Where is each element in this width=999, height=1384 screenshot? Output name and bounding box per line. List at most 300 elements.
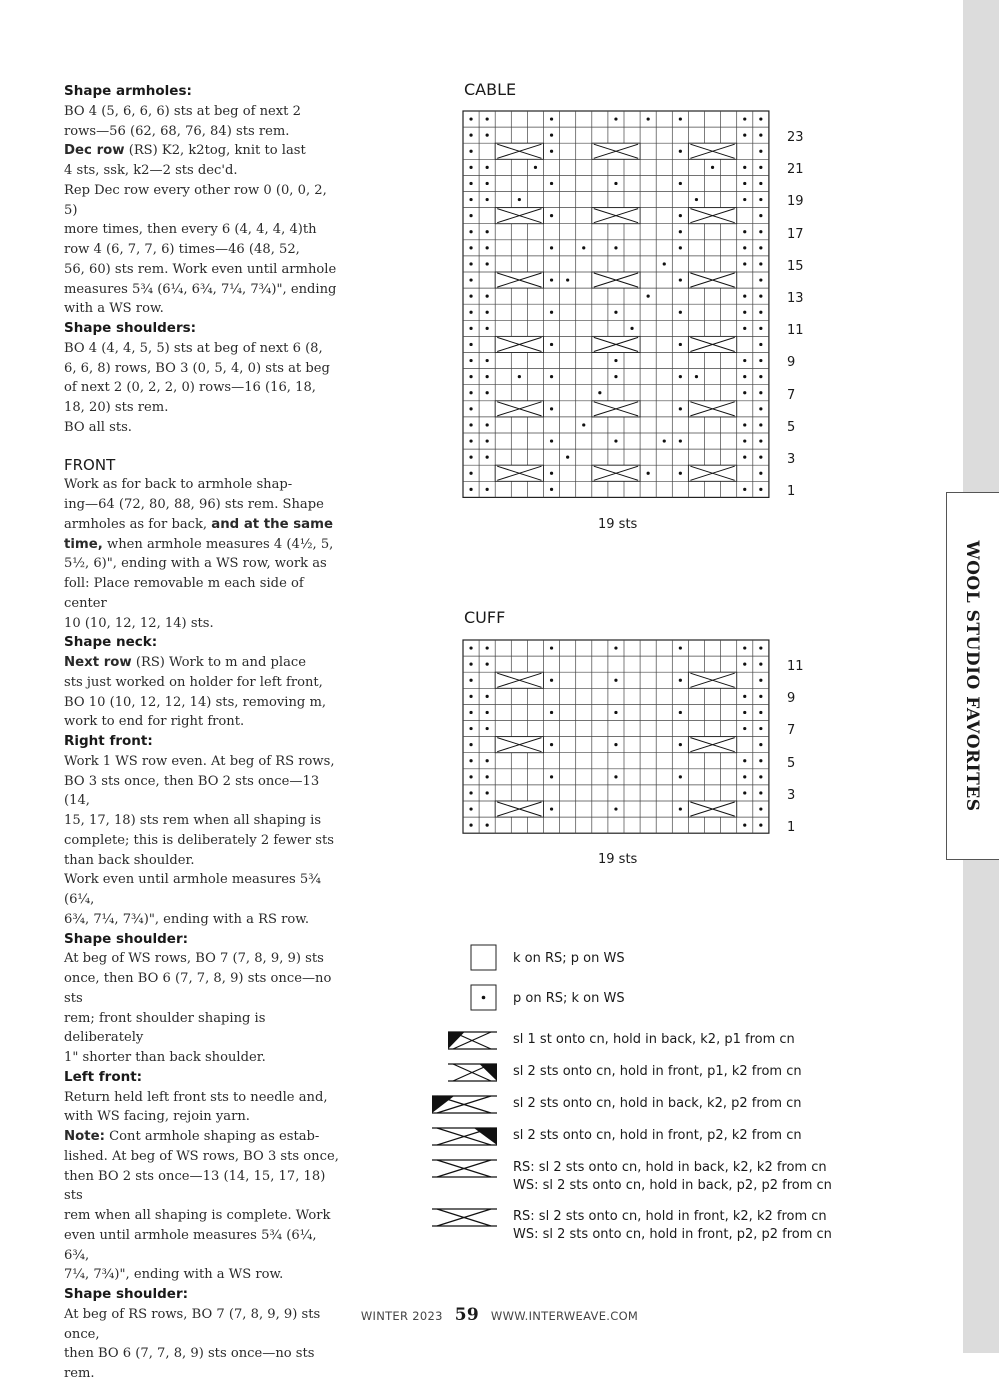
- purl-dot: [679, 214, 682, 217]
- purl-dot: [743, 727, 746, 730]
- purl-dot: [759, 311, 762, 314]
- purl-dot: [759, 727, 762, 730]
- purl-dot: [679, 679, 682, 682]
- purl-dot: [759, 150, 762, 153]
- instruction-line: [64, 535, 339, 555]
- instruction-line: with a WS row.: [64, 301, 164, 317]
- instruction-line: 18, 20) sts rem.: [64, 400, 169, 415]
- purl-dot: [743, 375, 746, 378]
- key-description: WS: sl 2 sts onto cn, hold in front, p2, p2 from cn: [513, 1227, 832, 1242]
- row-number: 7: [787, 387, 796, 403]
- purl-dot: [486, 695, 489, 698]
- purl-dot: [614, 679, 617, 682]
- purl-dot: [469, 230, 472, 233]
- purl-dot: [486, 375, 489, 378]
- purl-dot: [469, 198, 472, 201]
- instruction-line: more times, then every 6 (4, 4, 4, 4)th: [64, 222, 317, 238]
- purl-dot: [469, 182, 472, 185]
- purl-dot: [550, 646, 553, 649]
- purl-dot: [759, 375, 762, 378]
- purl-dot: [679, 472, 682, 475]
- purl-dot: [469, 391, 472, 394]
- purl-dot: [550, 117, 553, 120]
- purl-dot: [759, 775, 762, 778]
- instruction-line: Return held left front sts to needle and,: [64, 1089, 328, 1105]
- purl-dot: [469, 759, 472, 762]
- purl-dot: [614, 711, 617, 714]
- purl-dot: [743, 182, 746, 185]
- purl-dot: [550, 214, 553, 217]
- purl-dot: [759, 134, 762, 137]
- purl-dot: [759, 423, 762, 426]
- purl-dot: [743, 423, 746, 426]
- purl-dot: [743, 663, 746, 666]
- key-description: RS: sl 2 sts onto cn, hold in back, k2, k2 from cn: [513, 1160, 827, 1175]
- purl-dot: [469, 775, 472, 778]
- instruction-line: ing—64 (72, 80, 88, 96) sts rem. Shape: [64, 497, 324, 512]
- inline-term: Note:: [64, 1129, 105, 1144]
- section-heading: FRONT: [64, 455, 116, 474]
- purl-dot: [486, 439, 489, 442]
- footer-website: WWW.INTERWEAVE.COM: [490, 1309, 639, 1323]
- instruction-line: sts just worked on holder for left front,: [64, 674, 323, 690]
- purl-dot: [469, 646, 472, 649]
- row-number: 21: [787, 162, 804, 178]
- purl-dot: [743, 230, 746, 233]
- instruction-line: rows—56 (62, 68, 76, 84) sts rem.: [64, 123, 290, 139]
- section-subheading: Shape shoulder:: [64, 930, 188, 947]
- purl-dot: [695, 198, 698, 201]
- instruction-line: 4 sts, ssk, k2—2 sts dec'd.: [64, 163, 238, 178]
- instruction-line: At beg of RS rows, BO 7 (7, 8, 9, 9) sts once,: [64, 1306, 321, 1342]
- instruction-line: complete; this is deliberately 2 fewer sts: [64, 832, 334, 848]
- key-description: RS: sl 2 sts onto cn, hold in front, k2, k2 from cn: [513, 1209, 827, 1224]
- purl-dot: [582, 246, 585, 249]
- purl-dot: [759, 327, 762, 330]
- instruction-line: [64, 141, 339, 161]
- row-number: 9: [787, 691, 796, 707]
- purl-dot: [679, 278, 682, 281]
- purl-dot: [469, 456, 472, 459]
- instruction-line: even until armhole measures 5¾ (6¼, 6¾,: [64, 1227, 317, 1263]
- section-subheading: Right front:: [64, 733, 153, 749]
- instruction-line: 56, 60) sts rem. Work even until armhole: [64, 261, 337, 277]
- purl-dot: [486, 134, 489, 137]
- purl-dot: [679, 230, 682, 233]
- instruction-line: [64, 653, 339, 673]
- key-fill: [480, 1064, 498, 1081]
- purl-dot: [486, 198, 489, 201]
- purl-dot: [743, 791, 746, 794]
- purl-dot: [743, 359, 746, 362]
- row-number: 11: [787, 659, 804, 674]
- purl-dot: [550, 472, 553, 475]
- purl-dot: [582, 423, 585, 426]
- purl-dot: [486, 727, 489, 730]
- row-number: 1: [787, 484, 796, 500]
- purl-dot: [550, 743, 553, 746]
- instruction-line: lished. At beg of WS rows, BO 3 sts once,: [64, 1148, 339, 1164]
- cable-2-1-back-icon: [447, 1031, 499, 1051]
- purl-dot: [469, 117, 472, 120]
- row-number: 23: [787, 130, 804, 145]
- instruction-text: when armhole measures 4 (4½, 5,: [102, 536, 334, 552]
- cable-width-label: 19 sts: [598, 517, 638, 532]
- instruction-line: Work even until armhole measures 5¾ (6¼,: [64, 872, 321, 907]
- purl-dot: [550, 439, 553, 442]
- purl-dot: [469, 472, 472, 475]
- purl-dot: [759, 295, 762, 298]
- purl-dot: [759, 278, 762, 281]
- instruction-line: 6, 6, 8) rows, BO 3 (0, 5, 4, 0) sts at beg: [64, 360, 330, 376]
- cuff-chart-title: CUFF: [464, 608, 506, 627]
- key-fill: [474, 1128, 497, 1145]
- purl-dot: [486, 663, 489, 666]
- purl-dot: [647, 117, 650, 120]
- purl-dot: [743, 134, 746, 137]
- row-number: 5: [787, 755, 796, 771]
- purl-dot: [566, 278, 569, 281]
- instruction-line: 7¼, 7¾)", ending with a WS row.: [64, 1267, 284, 1283]
- instruction-line: BO 4 (4, 4, 5, 5) sts at beg of next 6 (8,: [64, 340, 323, 356]
- purl-dot: [695, 375, 698, 378]
- page-footer: [0, 1305, 999, 1325]
- purl-dot: [550, 488, 553, 491]
- purl-dot: [614, 246, 617, 249]
- instruction-line: once, then BO 6 (7, 7, 8, 9) sts once—no sts: [64, 971, 332, 1006]
- inline-term: Dec row: [64, 143, 125, 159]
- purl-dot: [759, 695, 762, 698]
- key-box: [471, 945, 496, 970]
- purl-dot: [679, 407, 682, 410]
- purl-dot: [550, 679, 553, 682]
- purl-dot: [743, 775, 746, 778]
- key-description: sl 2 sts onto cn, hold in front, p2, k2 from cn: [513, 1128, 802, 1143]
- instruction-line: rem; front shoulder shaping is deliberately: [64, 1010, 266, 1046]
- purl-dot: [469, 711, 472, 714]
- purl-dot: [614, 743, 617, 746]
- instruction-text: (RS) K2, k2tog, knit to last: [124, 143, 306, 159]
- instruction-line: 6¾, 7¼, 7¾)", ending with a RS row.: [64, 911, 310, 927]
- purl-dot: [614, 439, 617, 442]
- purl-dot: [679, 246, 682, 249]
- purl-dot: [711, 166, 714, 169]
- purl-dot: [486, 166, 489, 169]
- inline-term: and at the same: [211, 516, 334, 532]
- purl-dot: [759, 439, 762, 442]
- purl-dot: [469, 150, 472, 153]
- purl-dot: [614, 646, 617, 649]
- purl-dot: [550, 311, 553, 314]
- page-number: 59: [454, 1305, 479, 1325]
- instruction-line: Work as for back to armhole shap-: [64, 477, 293, 493]
- purl-dot: [647, 472, 650, 475]
- purl-dot: [743, 456, 746, 459]
- section-subheading: Shape shoulder:: [64, 1286, 188, 1302]
- section-subheading: Shape shoulders:: [64, 320, 197, 336]
- purl-dot: [550, 807, 553, 810]
- pattern-instructions: [64, 82, 339, 1384]
- purl-dot: [469, 488, 472, 491]
- instruction-line: of next 2 (0, 2, 2, 0) rows—16 (16, 18,: [64, 380, 316, 396]
- purl-dot: [469, 262, 472, 265]
- instruction-line: BO 3 sts once, then BO 2 sts once—13 (14,: [64, 773, 320, 809]
- purl-dot: [759, 807, 762, 810]
- cuff-chart-grid: [462, 639, 774, 835]
- purl-dot: [469, 791, 472, 794]
- cuff-width-label: 19 sts: [598, 852, 638, 867]
- purl-dot: [486, 423, 489, 426]
- purl-dot: [469, 343, 472, 346]
- purl-dot: [630, 327, 633, 330]
- purl-dot: [759, 166, 762, 169]
- purl-dot: [486, 182, 489, 185]
- row-number: 17: [787, 226, 804, 242]
- purl-dot: [759, 391, 762, 394]
- purl-dot: [759, 679, 762, 682]
- purl-dot: [486, 488, 489, 491]
- purl-dot: [743, 391, 746, 394]
- key-description: sl 2 sts onto cn, hold in front, p1, k2 from cn: [513, 1064, 802, 1079]
- row-number: 7: [787, 723, 796, 739]
- purl-dot: [469, 727, 472, 730]
- purl-dot: [759, 246, 762, 249]
- purl-dot: [743, 759, 746, 762]
- cable-2-2-back-icon: [431, 1159, 499, 1179]
- purl-dot: [598, 391, 601, 394]
- purl-dot: [469, 134, 472, 137]
- purl-dot: [743, 117, 746, 120]
- purl-dot: [550, 407, 553, 410]
- purl-dot: [679, 711, 682, 714]
- inline-term: time,: [64, 536, 103, 552]
- purl-dot: [469, 407, 472, 410]
- purl-dot: [614, 311, 617, 314]
- purl-dot: [469, 327, 472, 330]
- purl-dot: [679, 182, 682, 185]
- purl-dot: [679, 743, 682, 746]
- instruction-line: [64, 1127, 339, 1147]
- instruction-line: measures 5¾ (6¼, 6¾, 7¼, 7¾)", ending: [64, 281, 337, 297]
- key-fill: [448, 1032, 465, 1049]
- purl-dot: [486, 327, 489, 330]
- purl-dot: [759, 182, 762, 185]
- instruction-line: BO 10 (10, 12, 12, 14) sts, removing m,: [64, 694, 327, 710]
- purl-dot: [679, 343, 682, 346]
- purl-dot: [550, 134, 553, 137]
- purl-dot: [469, 166, 472, 169]
- purl-dot: [679, 775, 682, 778]
- row-number: 5: [787, 419, 796, 435]
- purl-dot-icon: [470, 984, 498, 1012]
- purl-dot: [759, 743, 762, 746]
- purl-dot: [486, 230, 489, 233]
- purl-dot: [743, 824, 746, 827]
- cable-2-2-front-icon: [431, 1208, 499, 1228]
- key-description: sl 2 sts onto cn, hold in back, k2, p2 from cn: [513, 1096, 802, 1111]
- purl-dot: [614, 375, 617, 378]
- purl-dot: [469, 423, 472, 426]
- purl-dot: [759, 711, 762, 714]
- purl-dot: [743, 439, 746, 442]
- instruction-line: Rep Dec row every other row 0 (0, 0, 2, 5): [64, 182, 327, 218]
- instruction-text: (RS) Work to m and place: [131, 655, 306, 670]
- purl-dot: [486, 262, 489, 265]
- purl-dot: [486, 775, 489, 778]
- row-number: 11: [787, 323, 804, 339]
- purl-dot: [663, 262, 666, 265]
- side-tab-label: WOOL STUDIO FAVORITES: [962, 540, 982, 812]
- purl-dot: [550, 150, 553, 153]
- purl-dot: [647, 295, 650, 298]
- purl-dot: [759, 759, 762, 762]
- purl-dot: [679, 311, 682, 314]
- instruction-line: 15, 17, 18) sts rem when all shaping is: [64, 813, 322, 828]
- cable-chart-grid: [462, 110, 774, 502]
- purl-dot: [469, 824, 472, 827]
- purl-dot: [486, 359, 489, 362]
- inline-term: Next row: [64, 655, 132, 670]
- purl-dot: [743, 646, 746, 649]
- purl-dot: [469, 295, 472, 298]
- purl-dot: [469, 359, 472, 362]
- instruction-text: armholes as for back,: [64, 516, 212, 532]
- purl-dot: [759, 488, 762, 491]
- purl-dot: [679, 150, 682, 153]
- instruction-line: rem when all shaping is complete. Work: [64, 1208, 331, 1223]
- instruction-line: row 4 (6, 7, 7, 6) times—46 (48, 52,: [64, 242, 300, 257]
- purl-dot: [743, 695, 746, 698]
- purl-dot: [759, 456, 762, 459]
- purl-dot: [743, 295, 746, 298]
- purl-dot: [759, 824, 762, 827]
- purl-dot: [486, 246, 489, 249]
- instruction-line: [64, 515, 339, 535]
- purl-dot: [759, 791, 762, 794]
- purl-dot: [550, 278, 553, 281]
- purl-dot: [518, 375, 521, 378]
- purl-dot: [759, 407, 762, 410]
- purl-dot: [743, 198, 746, 201]
- instruction-line: BO all sts.: [64, 419, 132, 435]
- purl-dot: [469, 311, 472, 314]
- purl-dot: [486, 295, 489, 298]
- row-number: 3: [787, 452, 796, 467]
- purl-dot: [550, 775, 553, 778]
- purl-dot: [469, 743, 472, 746]
- purl-dot: [486, 711, 489, 714]
- purl-dot: [743, 246, 746, 249]
- cable-chart-title: CABLE: [464, 80, 517, 99]
- purl-dot: [759, 646, 762, 649]
- instruction-line: Work 1 WS row even. At beg of RS rows,: [64, 753, 335, 769]
- purl-dot: [550, 246, 553, 249]
- purl-dot: [469, 695, 472, 698]
- key-fill: [432, 1096, 454, 1113]
- key-description: sl 1 st onto cn, hold in back, k2, p1 from cn: [513, 1032, 795, 1047]
- purl-dot: [759, 262, 762, 265]
- row-number: 1: [787, 820, 796, 835]
- purl-dot: [679, 117, 682, 120]
- purl-dot: [550, 343, 553, 346]
- purl-dot: [469, 439, 472, 442]
- purl-dot: [566, 456, 569, 459]
- purl-dot: [679, 375, 682, 378]
- instruction-line: than back shoulder.: [64, 852, 195, 868]
- purl-dot: [743, 262, 746, 265]
- purl-dot: [743, 311, 746, 314]
- purl-dot: [469, 214, 472, 217]
- instruction-line: 10 (10, 12, 12, 14) sts.: [64, 615, 214, 631]
- cable-1-2-front-icon: [447, 1063, 499, 1083]
- purl-dot: [550, 182, 553, 185]
- purl-dot: [759, 343, 762, 346]
- purl-dot: [759, 214, 762, 217]
- purl-dot: [518, 198, 521, 201]
- key-dot: [482, 996, 486, 1000]
- row-number: 9: [787, 355, 796, 371]
- key-description: WS: sl 2 sts onto cn, hold in back, p2, p2 from cn: [513, 1178, 832, 1193]
- purl-dot: [759, 198, 762, 201]
- purl-dot: [486, 117, 489, 120]
- instruction-line: BO 4 (5, 6, 6, 6) sts at beg of next 2: [64, 103, 301, 119]
- purl-dot: [679, 646, 682, 649]
- row-number: 15: [787, 258, 804, 274]
- knit-box-icon: [470, 944, 498, 972]
- purl-dot: [679, 807, 682, 810]
- purl-dot: [759, 230, 762, 233]
- instruction-line: foll: Place removable m each side of center: [64, 576, 304, 611]
- purl-dot: [469, 807, 472, 810]
- purl-dot: [743, 488, 746, 491]
- purl-dot: [486, 456, 489, 459]
- purl-dot: [759, 472, 762, 475]
- purl-dot: [743, 166, 746, 169]
- section-subheading: Left front:: [64, 1068, 143, 1085]
- purl-dot: [614, 117, 617, 120]
- purl-dot: [469, 278, 472, 281]
- footer-season: WINTER 2023: [360, 1309, 443, 1323]
- instruction-line: 5½, 6)", ending with a WS row, work as: [64, 556, 327, 572]
- purl-dot: [743, 711, 746, 714]
- purl-dot: [759, 663, 762, 666]
- row-number: 3: [787, 787, 796, 803]
- instruction-line: 1" shorter than back shoulder.: [64, 1050, 266, 1065]
- purl-dot: [679, 439, 682, 442]
- row-number: 19: [787, 194, 804, 210]
- instruction-line: work to end for right front.: [64, 714, 245, 730]
- purl-dot: [469, 663, 472, 666]
- purl-dot: [614, 182, 617, 185]
- purl-dot: [759, 117, 762, 120]
- purl-dot: [486, 791, 489, 794]
- key-description: k on RS; p on WS: [513, 951, 625, 966]
- instruction-text: Cont armhole shaping as estab-: [104, 1129, 320, 1144]
- purl-dot: [550, 711, 553, 714]
- section-subheading: Shape neck:: [64, 634, 158, 651]
- purl-dot: [469, 679, 472, 682]
- instruction-line: then BO 6 (7, 7, 8, 9) sts once—no sts rem.: [64, 1346, 315, 1381]
- purl-dot: [614, 807, 617, 810]
- purl-dot: [486, 759, 489, 762]
- purl-dot: [486, 391, 489, 394]
- cable-2-2-front-purl-icon: [431, 1127, 499, 1147]
- purl-dot: [614, 775, 617, 778]
- key-description: p on RS; k on WS: [513, 991, 625, 1006]
- purl-dot: [486, 646, 489, 649]
- instruction-line: then BO 2 sts once—13 (14, 15, 17, 18) sts: [64, 1168, 326, 1204]
- purl-dot: [663, 439, 666, 442]
